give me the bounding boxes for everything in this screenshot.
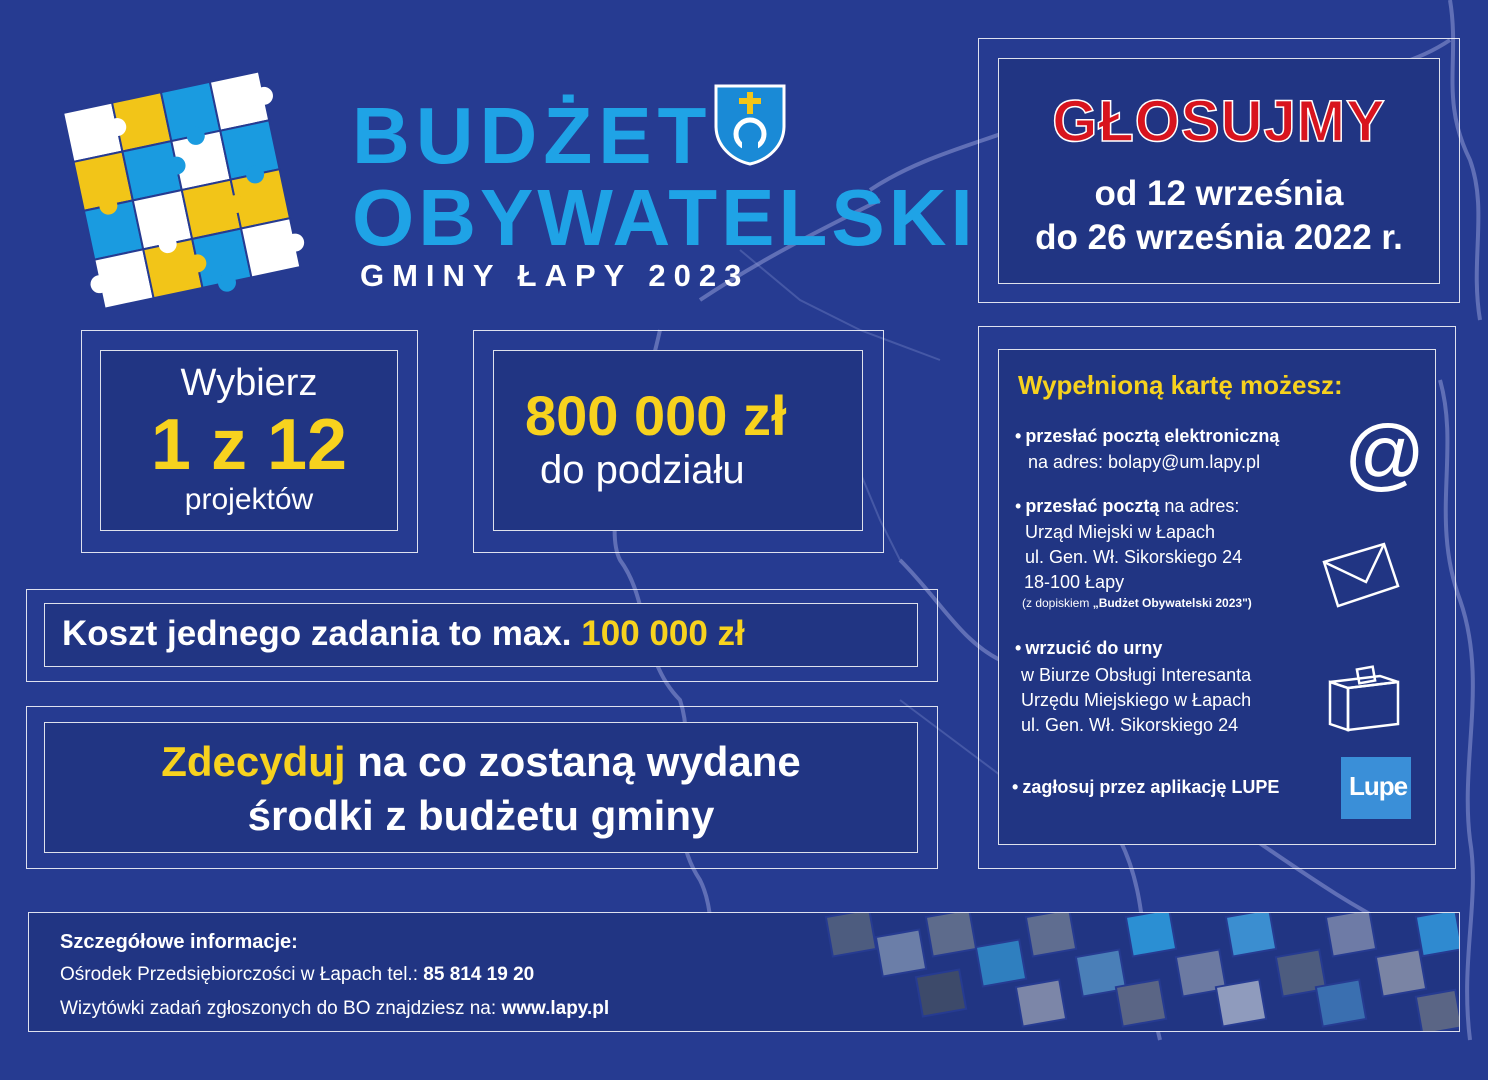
footer-line-2: [60, 998, 609, 1020]
footer-line-2-text: Wizytówki zadań zgłoszonych do BO znajdziesz na:: [60, 998, 497, 1019]
cost-label: Koszt jednego zadania to max.: [62, 614, 572, 653]
footer-phone: 85 814 19 20: [423, 964, 535, 985]
card-urn-head: • wrzucić do urny: [1015, 638, 1162, 659]
card-post-head-rest: na adres:: [1159, 496, 1240, 516]
envelope-icon: [1320, 540, 1402, 610]
choose-line-3: projektów: [184, 483, 314, 516]
puzzle-strip-icon: [819, 913, 1459, 1031]
card-post-note-bold: „Budżet Obywatelski 2023"): [1092, 596, 1252, 610]
subtitle: GMINY ŁAPY 2023: [360, 258, 750, 293]
card-post-line-1: Urząd Miejski w Łapach: [1025, 522, 1216, 542]
card-post-line-2: ul. Gen. Wł. Sikorskiego 24: [1025, 547, 1243, 567]
footer-line-1: [60, 964, 534, 986]
decide-line-2: środki z budżetu gminy: [247, 792, 715, 839]
card-title: Wypełnioną kartę możesz:: [1018, 370, 1343, 400]
card-urn-line-1: w Biurze Obsługi Interesanta: [1021, 665, 1252, 685]
ballot-box-icon: [1324, 662, 1404, 734]
budget-caption: do podziału: [540, 448, 745, 492]
title-line-1: BUDŻET: [352, 91, 713, 180]
coat-of-arms-icon: [712, 82, 788, 166]
lupe-app-icon[interactable]: [1341, 757, 1411, 819]
vote-title: GŁOSUJMY: [1052, 89, 1386, 154]
card-post-note-pre: (z dopiskiem: [1022, 596, 1093, 610]
vote-line-2: do 26 września 2022 r.: [1035, 218, 1403, 257]
vote-line-1: od 12 września: [1094, 174, 1344, 213]
cost-text: [62, 614, 745, 654]
lupe-logo-text: Lupe: [1349, 771, 1408, 801]
budget-amount: 800 000 zł: [525, 384, 787, 447]
card-email-head: • przesłać pocztą elektroniczną: [1015, 426, 1279, 447]
decide-line-1: [44, 738, 918, 786]
decide-text-1: na co zostaną wydane: [357, 738, 801, 785]
at-sign-icon: @: [1344, 409, 1426, 498]
choose-line-2: 1 z 12: [150, 405, 348, 485]
decide-highlight: Zdecyduj: [161, 738, 346, 785]
card-post-line-3: 18-100 Łapy: [1024, 572, 1125, 592]
card-post-head: [1015, 496, 1239, 517]
card-email-line: na adres: bolapy@um.lapy.pl: [1028, 452, 1261, 472]
card-urn-line-2: Urzędu Miejskiego w Łapach: [1021, 690, 1252, 710]
cost-amount: 100 000 zł: [581, 614, 745, 653]
footer-url-link[interactable]: www.lapy.pl: [501, 998, 610, 1019]
card-app-line: • zagłosuj przez aplikację LUPE: [1012, 777, 1279, 798]
title-line-2: OBYWATELSKI: [352, 173, 977, 262]
footer-heading: Szczegółowe informacje:: [60, 931, 298, 953]
card-urn-line-3: ul. Gen. Wł. Sikorskiego 24: [1021, 715, 1239, 735]
card-post-head-bold: przesłać pocztą: [1025, 496, 1160, 516]
footer-line-1-text: Ośrodek Przedsiębiorczości w Łapach tel.:: [60, 964, 418, 985]
choose-line-1: Wybierz: [180, 362, 318, 404]
card-post-note: [1022, 596, 1252, 610]
puzzle-logo-icon: [55, 60, 330, 330]
